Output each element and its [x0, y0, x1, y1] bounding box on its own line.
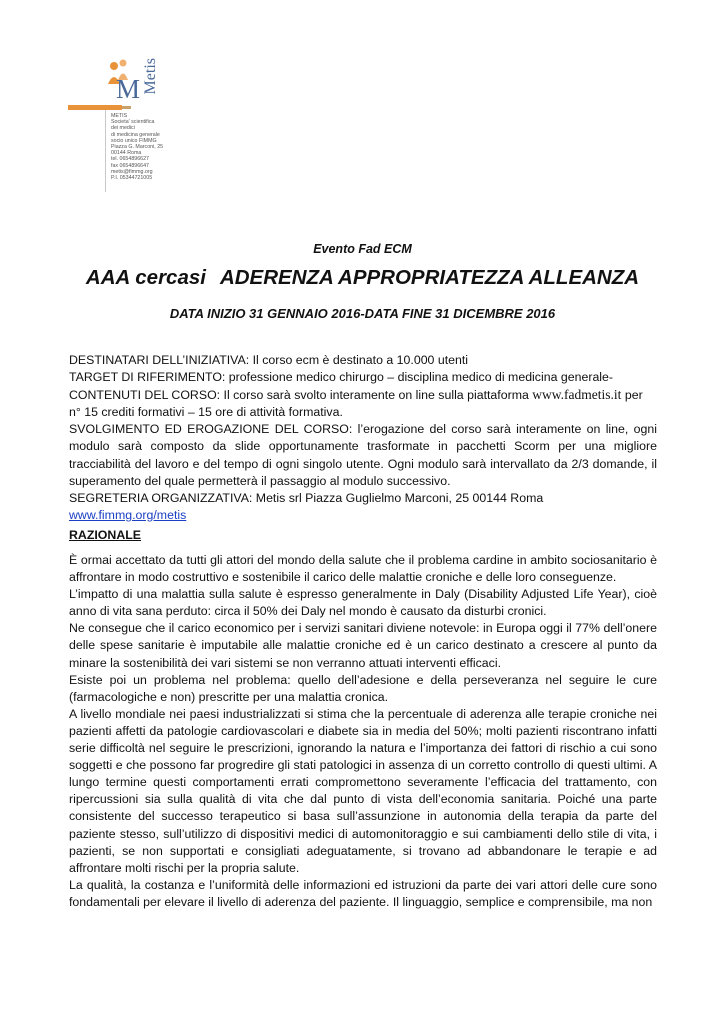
info-svolgimento: SVOLGIMENTO ED EROGAZIONE DEL CORSO: l’erogazione del corso sarà interamente on line, ogni modulo sarà composto da slide opportunamente trasformate in pacchetti Scorm per una migliore tracciabilità del lavoro e del tempo di ogni singolo utente. Ogni modulo sarà intervallato da 2/3 domande, il superamento del quale permetterà il passaggio al modulo successivo.	[69, 422, 657, 488]
razionale-paragraph: Ne consegue che il carico economico per i servizi sanitari diviene notevole: in Europa oggi il 77% dell’onere delle spese sanitarie è imputabile alle malattie croniche ed è un carico destinato a crescere al punto da minare la sostenibilità dei vari sistemi se non verranno attuati interventi efficaci.	[69, 621, 657, 670]
logo-wordmark-vertical: Metis	[142, 58, 159, 95]
letterhead-rule-end	[122, 106, 131, 109]
letterhead-divider	[105, 110, 106, 192]
razionale-body	[69, 552, 657, 911]
address-line: socio unico FIMMG	[111, 137, 157, 144]
address-line: METIS	[111, 113, 128, 119]
address-line: dei medici	[111, 125, 135, 132]
document-title	[0, 266, 725, 290]
contenuti-text-end: per n° 15 crediti formativi – 15 ore di attività formativa.	[69, 388, 643, 420]
address-line: Societa' scientifica	[111, 119, 155, 126]
address-line: fax 0654896647	[111, 162, 149, 169]
info-destinatari: DESTINATARI DELL’INIZIATIVA: Il corso ecm è destinato a 10.000 utenti	[69, 353, 469, 367]
razionale-paragraph: L’impatto di una malattia sulla salute è espresso generalmente in Daly (Disability Adjusted Life Year), cioè anno di vita sana perduto: circa il 50% dei Daly nel mondo è causato da disturbi cronici.	[69, 587, 657, 619]
fimmg-metis-link[interactable]: www.fimmg.org/metis	[69, 507, 187, 522]
info-target: TARGET DI RIFERIMENTO: professione medico chirurgo – disciplina medico di medicina generale-	[69, 370, 614, 385]
title-part-a: AAA cercasi	[85, 266, 206, 289]
razionale-paragraph: La qualità, la costanza e l’uniformità delle informazioni ed istruzioni da parte dei vari attori delle cure sono fondamentali per elevare il livello di aderenza del paziente. Il linguaggio, semplice e comprensibile, ma non	[69, 877, 657, 909]
contenuti-text: CONTENUTI DEL CORSO: Il corso sarà svolto interamente on line sulla piattaforma	[69, 388, 533, 403]
razionale-paragraph: A livello mondiale nei paesi industrializzati si stima che la percentuale di aderenza alle terapie croniche nei pazienti affetti da patologie cardiovascolari e diabete sia in media del 50%; molti pazienti riscontrano infatti serie difficoltà nel seguire le prescrizioni, ignorando la natura e l’importanza dei fattori di rischio a cui sono soggetti e che possono far progredire gli stati patologici in assenza di un corretto controllo di questi ultimi. A lungo termine questi comportamenti errati compromettono severamente l’efficacia del trattamento, con ripercussioni sia sulla qualità di vita che dal punto di vista dell’economia sanitaria. Poiché una parte consistente del successo terapeutico si basa sull’assunzione in autonomia della terapia da parte del paziente stesso, sull’utilizzo di dispositivi medici di automonitoraggio e sui cambiamenti dello stile di vita, i pazienti, se non supportati e consigliati adeguatamente, si trovano ad abbandonare le terapie e ad affrontare molti rischi per la propria salute.	[69, 706, 657, 875]
razionale-paragraph: È ormai accettato da tutti gli attori del mondo della salute che il problema cardine in ambito sociosanitario è affrontare in modo costruttivo e sostenibile il carico delle malattie croniche e delle loro conseguenze.	[69, 553, 657, 585]
metis-logo	[104, 58, 160, 108]
logo-wordmark: M	[116, 74, 140, 104]
address-line: tel. 0654896627	[111, 156, 149, 163]
address-line: metis@fimmg.org	[111, 168, 153, 175]
razionale-paragraph: Esiste poi un problema nel problema: quello dell’adesione e della perseveranza nel seguire le cure (farmacologiche e non) prescritte per una malattia cronica.	[69, 672, 657, 704]
event-label: Evento Fad ECM	[313, 242, 412, 256]
address-line: Piazza G. Marconi, 25	[111, 144, 164, 151]
letterhead-address	[111, 113, 201, 181]
course-info	[69, 352, 657, 524]
info-segreteria	[69, 490, 657, 524]
address-line: P.I. 05344721005	[111, 175, 153, 182]
info-contenuti	[69, 386, 657, 421]
segreteria-text: SEGRETERIA ORGANIZZATIVA: Metis srl Piazza Guglielmo Marconi, 25 00144 Roma	[69, 490, 544, 505]
fadmetis-url: www.fadmetis.it	[532, 387, 622, 403]
course-dates: DATA INIZIO 31 GENNAIO 2016-DATA FINE 31 DICEMBRE 2016	[169, 306, 556, 321]
letterhead-rule	[68, 105, 122, 110]
address-line: 00144 Roma	[111, 150, 142, 157]
address-line: di medicina generale	[111, 131, 160, 138]
razionale-heading: RAZIONALE	[69, 528, 142, 542]
title-part-b: ADERENZA APPROPRIATEZZA ALLEANZA	[219, 266, 640, 289]
